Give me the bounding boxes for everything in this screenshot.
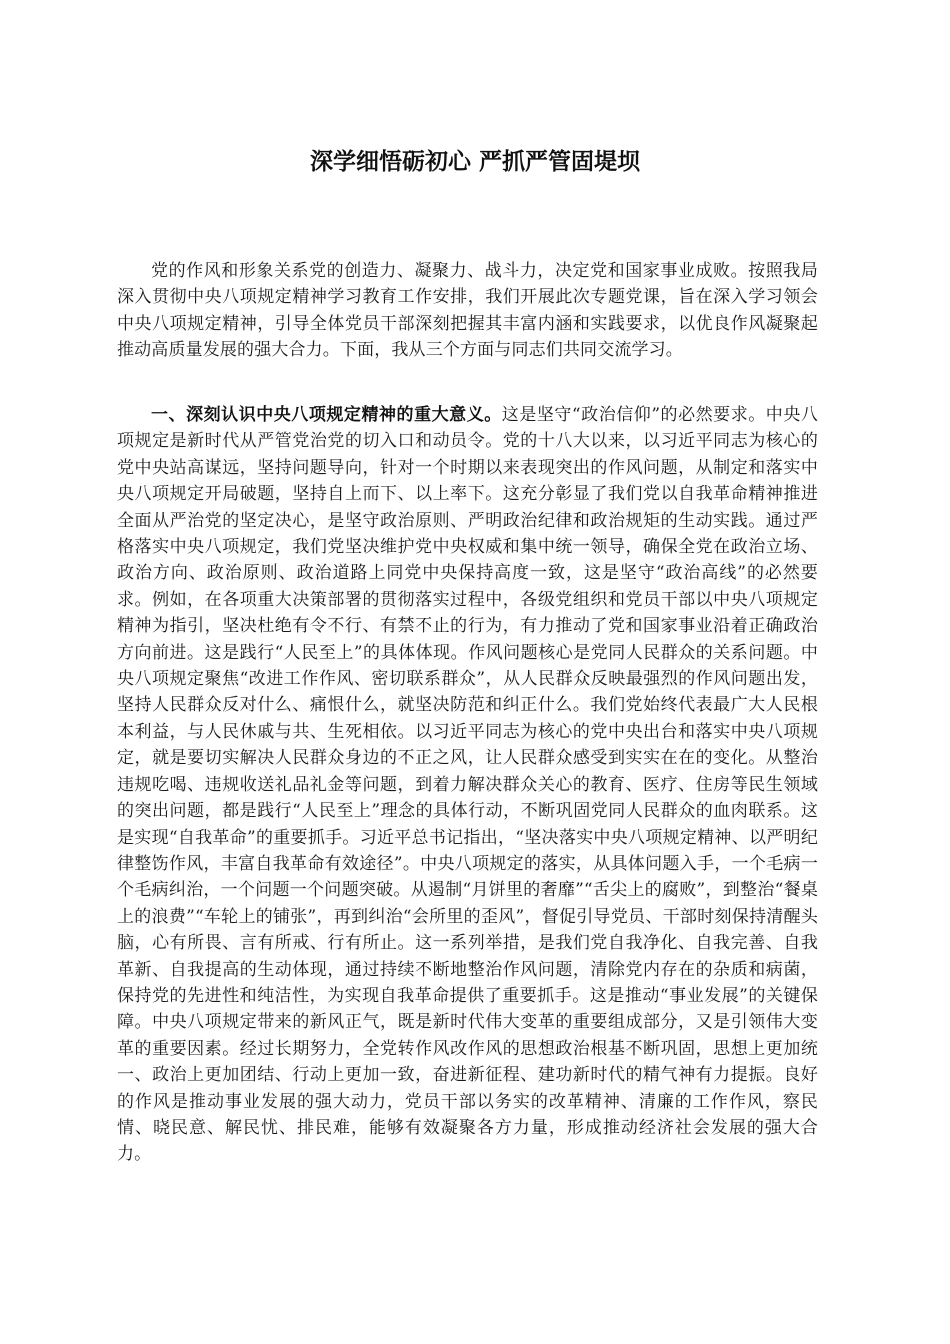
- page-title: 深学细悟砺初心 严抓严管固堤坝: [309, 149, 640, 175]
- section-one-text: 这是坚守“政治信仰”的必然要求。中央八项规定是新时代从严管党治党的切入口和动员令。党的十八大以来，以习近平同志为核心的党中央站高谋远，坚持问题导向，针对一个时期以来表现突出的作风问题，从制定和落实中央八项规定开局破题，坚持自上而下、以上率下。这充分彰显了我们党以自我革命精神推进全面从严治党的坚定决心，是坚守政治原则、严明政治纪律和政治规矩的生动实践。通过严格落实中央八项规定，我们党坚决维护党中央权威和集中统一领导，确保全党在政治立场、政治方向、政治原则、政治道路上同党中央保持高度一致，这是坚守“政治高线”的必然要求。例如，在各项重大决策部署的贯彻落实过程中，各级党组织和党员干部以中央八项规定精神为指引，坚决杜绝有令不行、有禁不止的行为，有力推动了党和国家事业沿着正确政治方向前进。这是践行“人民至上”的具体体现。作风问题核心是党同人民群众的关系问题。中央八项规定聚焦“改进工作作风、密切联系群众”，从人民群众反映最强烈的作风问题出发，坚持人民群众反对什么、痛恨什么，就坚决防范和纠正什么。我们党始终代表最广大人民根本利益，与人民休戚与共、生死相依。以习近平同志为核心的党中央出台和落实中央八项规定，就是要切实解决人民群众身边的不正之风，让人民群众感受到实实在在的变化。从整治违规吃喝、违规收送礼品礼金等问题，到着力解决群众关心的教育、医疗、住房等民生领域的突出问题，都是践行“人民至上”理念的具体行动，不断巩固党同人民群众的血肉联系。这是实现“自我革命”的重要抓手。习近平总书记指出，“坚决落实中央八项规定精神、以严明纪律整饬作风，丰富自我革命有效途径”。中央八项规定的落实，从具体问题入手，一个毛病一个毛病纠治，一个问题一个问题突破。从遏制“月饼里的奢靡”“舌尖上的腐败”，到整治“餐桌上的浪费”“车轮上的铺张”，再到纠治“会所里的歪风”，督促引导党员、干部时刻保持清醒头脑，心有所畏、言有所戒、行有所止。这一系列举措，是我们党自我净化、自我完善、自我革新、自我提高的生动体现，通过持续不断地整治作风问题，清除党内存在的杂质和病菌，保持党的先进性和纯洁性，为实现自我革命提供了重要抓手。这是推动“事业发展”的关键保障。中央八项规定带来的新风正气，既是新时代伟大变革的重要组成部分，又是引领伟大变革的重要因素。经过长期努力，全党转作风改作风的思想政治根基不断巩固，思想上更加统一、政治上更加团结、行动上更加一致，奋进新征程、建功新时代的精气神有力提振。良好的作风是推动事业发展的强大动力，党员干部以务实的改革精神、清廉的工作作风，察民情、晓民意、解民忧、排民难，能够有效凝聚各方力量，形成推动经济社会发展的强大合力。: [117, 405, 819, 1165]
- section-one-paragraph: [117, 402, 818, 1168]
- intro-paragraph: 党的作风和形象关系党的创造力、凝聚力、战斗力，决定党和国家事业成败。按照我局深入贯彻中央八项规定精神学习教育工作安排，我们开展此次专题党课，旨在深入学习领会中央八项规定精神，引导全体党员干部深刻把握其丰富内涵和实践要求，以优良作风凝聚起推动高质量发展的强大合力。下面，我从三个方面与同志们共同交流学习。: [117, 261, 818, 361]
- section-one-heading: 一、深刻认识中央八项规定精神的重大意义。: [151, 405, 502, 425]
